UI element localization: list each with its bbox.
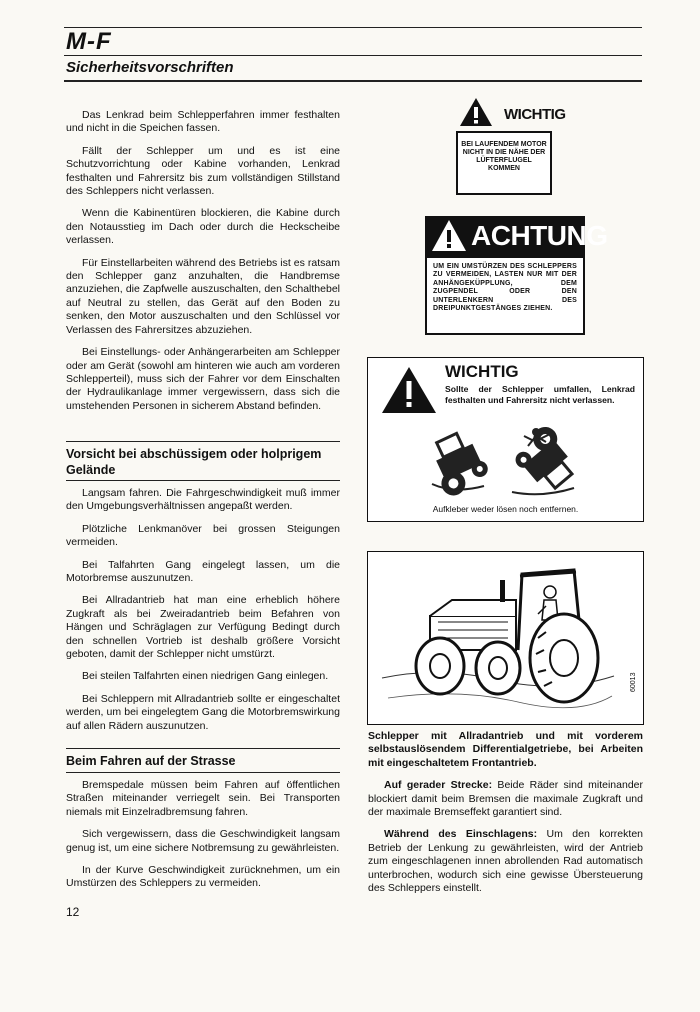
decal-fan-header: [459, 97, 566, 127]
run-in-heading: Während des Einschlagens:: [384, 828, 538, 841]
tractor-rollover-illustration: [424, 424, 584, 502]
header-bottom-rule: [64, 80, 642, 82]
page-number: 12: [66, 905, 80, 919]
paragraph: [368, 828, 643, 895]
figure-code: 60013: [630, 672, 637, 692]
header-mid-rule: [64, 55, 642, 56]
road-text: [66, 779, 340, 900]
paragraph: Bei Talfahrten Gang eingelegt lassen, um die Motorbremse auszunutzen.: [66, 558, 340, 585]
paragraph: Bremspedale müssen beim Fahren auf öffentlichen Straßen miteinander verriegelt sein. Bei Transporten niemals mit Einzelradbremsung fahren.: [66, 779, 340, 818]
decal-rollover-box: [367, 357, 644, 522]
section-rule: [66, 748, 340, 749]
decal-word: WICHTIG: [504, 106, 566, 123]
decal-text: Sollte der Schlepper umfallen, Lenkrad festhalten und Fahrersitz nicht verlassen.: [445, 384, 635, 405]
warning-triangle-icon: [431, 219, 467, 252]
paragraph: Bei Schleppern mit Allradantrieb sollte er eingeschaltet werden, um bei eingelegtem Gang die Motorbremswirkung auf allen Rädern auszunutzen.: [66, 692, 340, 732]
decal-word: ACHTUNG: [471, 220, 608, 251]
header-top-rule: [64, 27, 642, 28]
paragraph-text: Um den korrekten Betrieb der Lenkung zu gewährleisten, wird der Antrieb zum eingeschlagenen innen abrollenden Rad automatisch unterbrochen, wodurch sich eine gewisse Übersteuerung des Schleppers einstellt.: [368, 828, 643, 895]
section-heading-slope: Vorsicht bei abschüssigem oder holprigem Gelände: [66, 447, 322, 477]
paragraph: Bei steilen Talfahrten einen niedrigen Gang einlegen.: [82, 670, 329, 683]
intro-text: [66, 109, 340, 422]
decal-achtung-header: [425, 216, 608, 256]
section-rule: [66, 772, 340, 773]
slope-text: [66, 487, 340, 742]
paragraph: Plötzliche Lenkmanöver bei grossen Steigungen vermeiden.: [66, 522, 340, 549]
tractor-illustration: [378, 558, 618, 718]
warning-triangle-icon: [381, 366, 437, 414]
section-heading-road: Beim Fahren auf der Strasse: [66, 754, 236, 768]
section-rule: [66, 441, 340, 442]
paragraph: Bei Allradantrieb hat man eine erheblich höhere Zugkraft als bei Zweiradantrieb beim Befahren von Hängen und Schräglagen zur Verfügung Bedingt durch den schnellen Vortrieb ist deshalb größere Vorsicht geboten, damit der Schlepper nicht umstürzt.: [66, 594, 340, 661]
paragraph: Langsam fahren. Die Fahrgeschwindigkeit muß immer den Umgebungsverhältnissen angepaßt werden.: [66, 487, 340, 513]
paragraph: [368, 779, 643, 819]
decal-text: BEI LAUFENDEM MOTOR NICHT IN DIE NÄHE DER LÜFTERFLUGEL KOMMEN: [461, 141, 547, 172]
tractor-figure: [367, 551, 644, 725]
paragraph: Das Lenkrad beim Schlepperfahren immer festhalten und nicht in die Speichen fassen.: [66, 109, 340, 135]
decal-word: WICHTIG: [445, 362, 519, 381]
paragraph: Fällt der Schlepper um und es ist eine Schutzvorrichtung oder Kabine vorhanden, Lenkrad festhalten und Fahrersitz bis zum vollständigen Stillstand des Schleppers nicht verlassen.: [66, 144, 340, 198]
decal-achtung-box: [425, 256, 585, 335]
decal-caption: Aufkleber weder lösen noch entfernen.: [432, 504, 579, 514]
paragraph-text: Beide Räder sind miteinander blockiert damit beim Bremsen die maximale Zugkraft und der maximale Bremseffekt garantiert sind.: [368, 779, 643, 819]
page-title: Sicherheitsvorschriften: [66, 59, 234, 76]
run-in-heading: Auf gerader Strecke:: [384, 779, 493, 792]
decal-text: UM EIN UMSTÜRZEN DES SCHLEPPERS ZU VERMEIDEN, LASTEN NUR MIT DER ANHÄNGEKÜPPLUNG, DEM ZUGPENDEL ODER DEN UNTERLENKERN DES DREIPUNKTGESTÄNGES ZIEHEN.: [433, 263, 577, 313]
paragraph: In der Kurve Geschwindigkeit zurücknehmen, um ein Umstürzen des Schleppers zu vermeiden.: [66, 864, 340, 890]
decal-fan-box: [456, 131, 552, 195]
paragraph: Für Einstellarbeiten während des Betriebs ist es ratsam den Schlepper ganz anzuhalten, die Handbremse anzuziehen, die Zapfwelle auszuschalten, den Schalthebel auf Neutral zu stellen, das Gerät auf den Boden zu senken, den Motor auszuschalten und den Schlüssel vor Verlassen des Fahrersitzes abzuziehen.: [66, 256, 340, 336]
brand-logo: M-F: [66, 28, 112, 55]
warning-triangle-icon: [459, 97, 493, 127]
bold-intro: Schlepper mit Allradantrieb und mit vorderem selbstauslösendem Differentialgetriebe, bei Arbeiten mit eingeschaltetem Frontantrieb.: [368, 730, 643, 769]
paragraph: Bei Einstellungs- oder Anhängerarbeiten am Schlepper oder am Gerät (sowohl am hinteren wie auch am vorderen Schlepperteil), muss sich der Fahrer vor dem Einschalten der Hydraulikanlage immer vergewissern, dass sich die umstehenden Personen in sicherem Abstand befinden.: [66, 346, 340, 412]
paragraph: Wenn die Kabinentüren blockieren, die Kabine durch den Notausstieg im Dach oder durch die Heckscheibe verlassen.: [66, 207, 340, 247]
paragraph: Sich vergewissern, dass die Geschwindigkeit langsam genug ist, um eine sichere Notbremsung zu gewährleisten.: [66, 828, 340, 854]
section-rule: [66, 480, 340, 481]
right-text: [368, 730, 643, 904]
